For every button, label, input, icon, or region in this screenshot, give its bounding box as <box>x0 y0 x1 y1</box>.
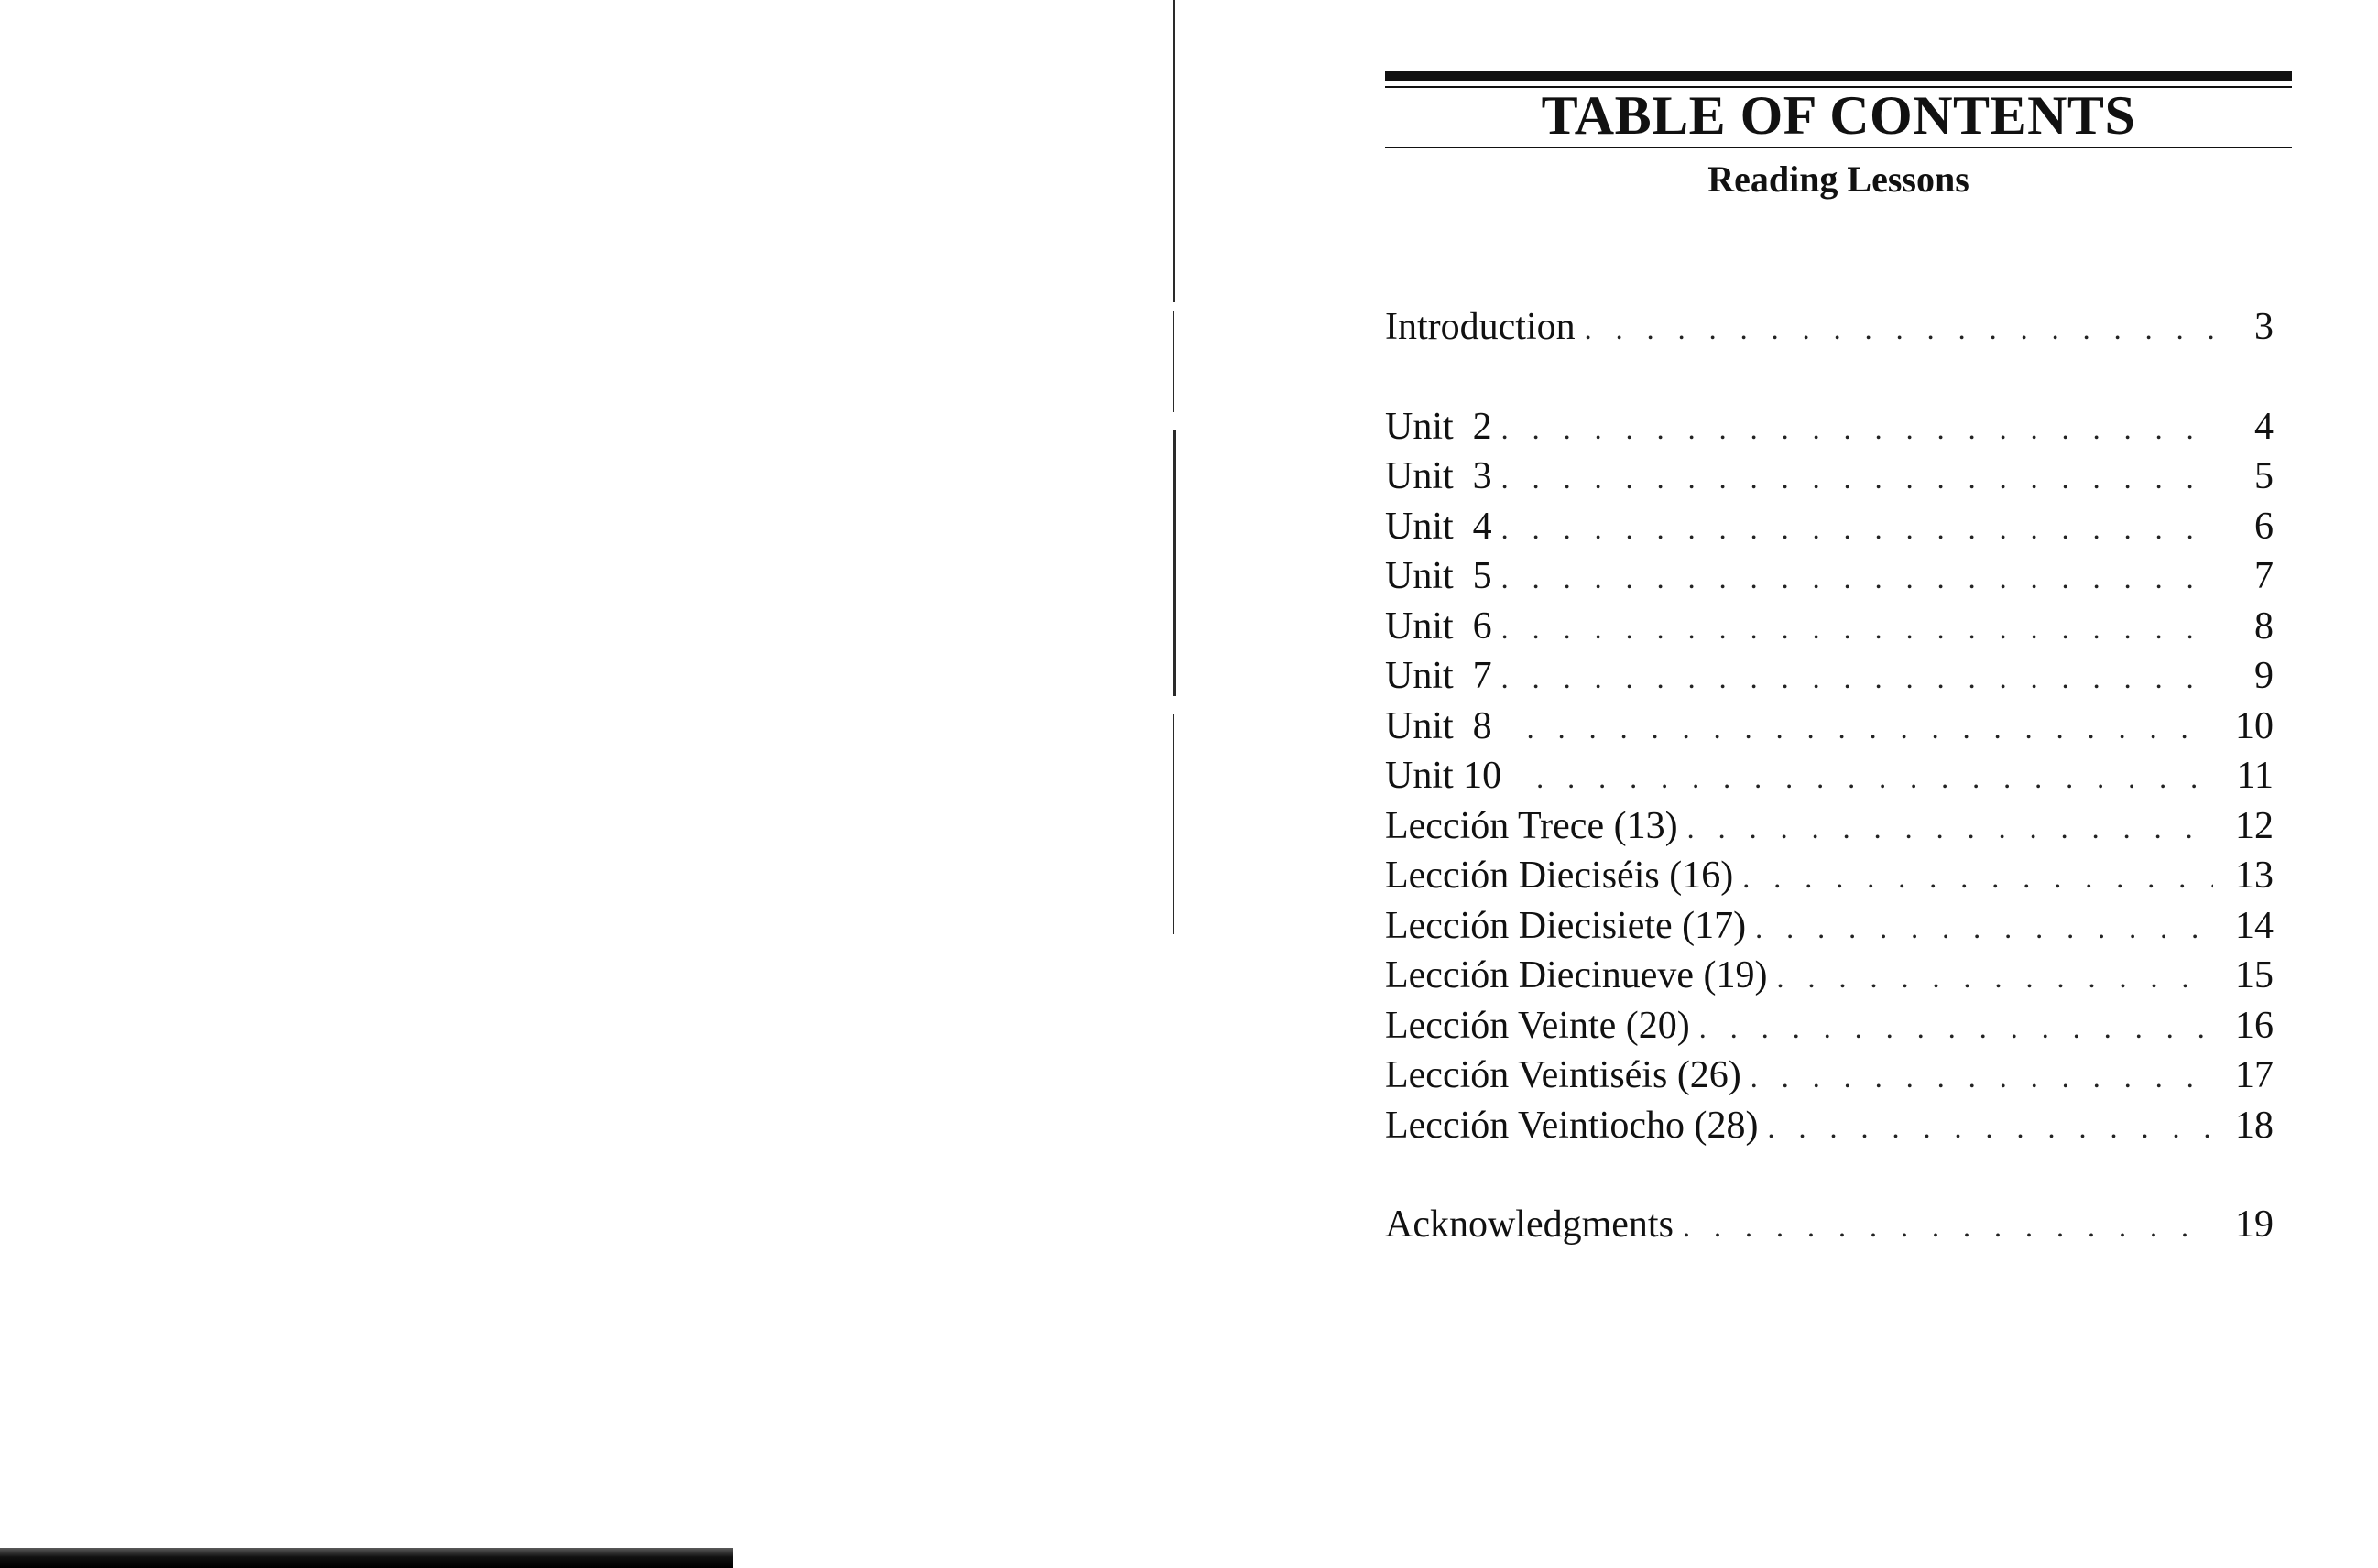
dot-leader <box>1687 803 2213 853</box>
page-subtitle: Reading Lessons <box>1707 158 1969 200</box>
dot-leader <box>1501 404 2213 453</box>
toc-entry-page: 5 <box>2254 455 2274 497</box>
toc-entry-page: 11 <box>2236 755 2274 797</box>
toc-entry-page: 6 <box>2254 505 2274 548</box>
toc-entry-label: Lección Veintiséis (26) <box>1385 1054 1741 1096</box>
dot-leader <box>1585 304 2213 354</box>
toc-entry-unit-number: 3 <box>1472 455 1492 497</box>
toc-entry-label: Unit <box>1385 655 1454 697</box>
toc-entry-unit-number: 8 <box>1472 704 1492 747</box>
toc-entry-label: Lección Diecinueve (19) <box>1385 954 1768 996</box>
toc-entry-label: Unit <box>1385 704 1454 747</box>
dot-leader <box>1527 703 2213 753</box>
toc-entry-unit-number: 5 <box>1472 555 1492 597</box>
toc-entry-leccion-dieciseis[interactable] <box>1385 851 2274 901</box>
dot-leader <box>1501 604 2213 653</box>
dot-leader <box>1683 1202 2213 1251</box>
toc-entry-leccion-diecinueve[interactable] <box>1385 951 2274 1001</box>
toc-entry-page: 15 <box>2235 954 2274 996</box>
toc-entry-page: 12 <box>2235 804 2274 847</box>
toc-entry-introduction[interactable] <box>1385 302 2274 353</box>
toc-entry-unit-4[interactable] <box>1385 502 2274 552</box>
toc-entry-leccion-veintiocho[interactable] <box>1385 1101 2274 1151</box>
toc-entry-page: 14 <box>2235 904 2274 947</box>
dot-leader <box>1501 553 2213 603</box>
toc-entry-unit-7[interactable] <box>1385 651 2274 702</box>
toc-entry-page: 7 <box>2254 555 2274 597</box>
toc-entry-page: 9 <box>2254 655 2274 697</box>
toc-entry-unit-8[interactable] <box>1385 702 2274 752</box>
toc-entry-unit-3[interactable] <box>1385 452 2274 502</box>
toc-entry-label: Unit <box>1385 405 1454 448</box>
book-spine <box>1173 0 1176 1568</box>
toc-entry-label: Acknowledgments <box>1385 1203 1674 1246</box>
toc-entry-page: 13 <box>2235 855 2274 897</box>
toc-entry-page: 8 <box>2254 604 2274 648</box>
toc-entry-label: Unit <box>1385 505 1454 548</box>
toc-entry-leccion-veinte[interactable] <box>1385 1001 2274 1051</box>
toc-entry-unit-number: 2 <box>1472 405 1492 448</box>
dot-leader <box>1536 753 2213 802</box>
toc-entry-page: 4 <box>2254 405 2274 448</box>
header-thick-rule <box>1385 71 2292 81</box>
toc-entry-page: 10 <box>2235 704 2274 747</box>
toc-header <box>1385 71 2292 201</box>
header-thin-rule-bottom <box>1385 147 2292 148</box>
toc-entry-unit-10[interactable] <box>1385 751 2274 801</box>
toc-entry-label: Lección Veintiocho (28) <box>1385 1104 1759 1147</box>
dot-leader <box>1501 453 2213 503</box>
toc-entry-page: 19 <box>2235 1203 2274 1246</box>
toc-entry-unit-number: 6 <box>1472 604 1492 648</box>
toc-entry-page: 18 <box>2235 1104 2274 1147</box>
toc-entry-unit-number: 7 <box>1472 655 1492 697</box>
toc-entry-label: Unit 10 <box>1385 755 1502 797</box>
toc-entry-label: Lección Diecisiete (17) <box>1385 904 1747 947</box>
toc-entry-page: 3 <box>2254 306 2274 348</box>
toc-entry-page: 17 <box>2235 1054 2274 1096</box>
toc-entry-label: Unit <box>1385 455 1454 497</box>
toc-entry-label: Lección Dieciséis (16) <box>1385 855 1734 897</box>
dot-leader <box>1767 1103 2213 1152</box>
dot-leader <box>1501 504 2213 553</box>
toc-entry-leccion-diecisiete[interactable] <box>1385 901 2274 952</box>
toc-entry-acknowledgments[interactable] <box>1385 1200 2274 1250</box>
toc-entry-leccion-veintiseis[interactable] <box>1385 1051 2274 1101</box>
dot-leader <box>1755 903 2213 953</box>
toc-entry-unit-6[interactable] <box>1385 602 2274 652</box>
toc-entry-label: Lección Veinte (20) <box>1385 1004 1690 1047</box>
toc-entry-unit-2[interactable] <box>1385 402 2274 452</box>
toc-entry-label: Unit <box>1385 604 1454 648</box>
toc-entry-label: Introduction <box>1385 306 1576 348</box>
toc-entry-list <box>1385 302 2274 1250</box>
toc-entry-label: Unit <box>1385 555 1454 597</box>
toc-entry-unit-number: 4 <box>1472 505 1492 548</box>
dot-leader <box>1751 1052 2213 1102</box>
dot-leader <box>1699 1003 2213 1052</box>
toc-entry-label: Lección Trece (13) <box>1385 804 1678 847</box>
page-title: TABLE OF CONTENTS <box>1541 85 2136 146</box>
toc-entry-page: 16 <box>2235 1004 2274 1047</box>
toc-entry-leccion-trece[interactable] <box>1385 801 2274 852</box>
dot-leader <box>1742 853 2213 902</box>
toc-entry-unit-5[interactable] <box>1385 551 2274 602</box>
left-blank-page <box>0 0 1173 1568</box>
scan-shadow-bar <box>0 1548 733 1568</box>
dot-leader <box>1501 653 2213 702</box>
dot-leader <box>1776 953 2213 1002</box>
